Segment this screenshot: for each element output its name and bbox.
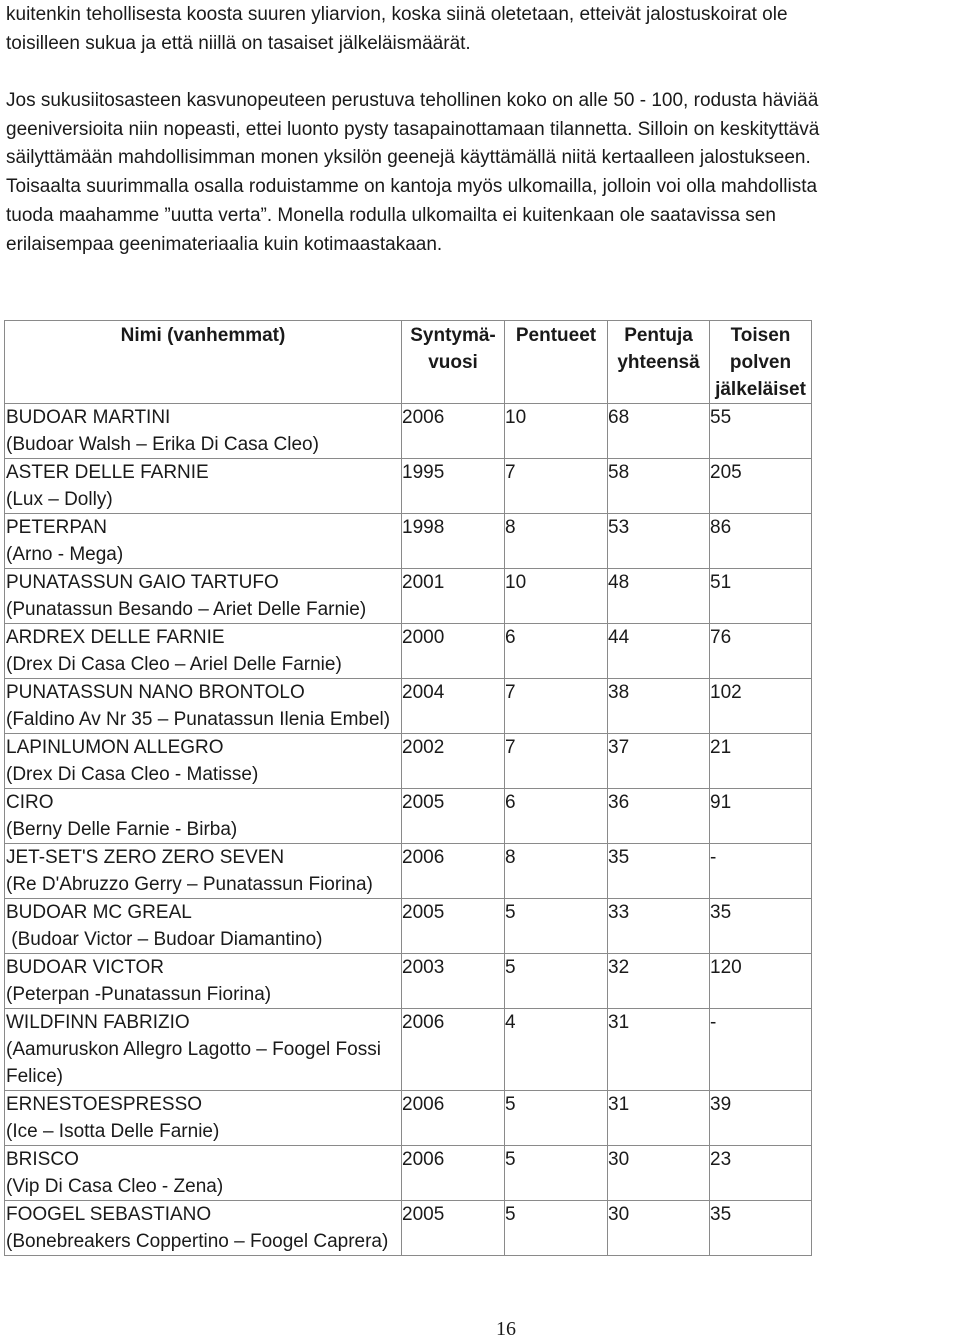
dog-name-cell (5, 569, 402, 624)
dog-name: PETERPAN (6, 517, 108, 538)
dog-name-cell (5, 1009, 402, 1091)
puppies-total-cell: 53 (608, 514, 710, 569)
dog-name-cell (5, 734, 402, 789)
birth-year-cell: 2004 (402, 679, 505, 734)
dog-name: ASTER DELLE FARNIE (6, 462, 209, 483)
table-row (5, 1146, 812, 1201)
dog-name-cell (5, 404, 402, 459)
birth-year-cell: 2002 (402, 734, 505, 789)
table-row (5, 899, 812, 954)
litters-cell: 5 (505, 954, 608, 1009)
birth-year-cell: 2005 (402, 899, 505, 954)
litters-cell: 7 (505, 459, 608, 514)
second-generation-cell: - (710, 1009, 812, 1091)
puppies-total-cell: 33 (608, 899, 710, 954)
dog-parents: (Punatassun Besando – Ariet Delle Farnie) (6, 599, 367, 620)
header-litters: Pentueet (505, 321, 608, 404)
second-generation-cell: 35 (710, 899, 812, 954)
second-generation-cell: 39 (710, 1091, 812, 1146)
puppies-total-cell: 31 (608, 1091, 710, 1146)
puppies-total-cell: 36 (608, 789, 710, 844)
puppies-total-cell: 38 (608, 679, 710, 734)
paragraph-line: erilaisempaa geenimateriaalia kuin kotimaastakaan. (6, 233, 443, 255)
table-row (5, 734, 812, 789)
table-row (5, 954, 812, 1009)
header-name: Nimi (vanhemmat) (5, 321, 402, 404)
dog-parents: (Aamuruskon Allegro Lagotto – Foogel Fossi Felice) (6, 1039, 387, 1087)
dog-name: PUNATASSUN NANO BRONTOLO (6, 682, 305, 703)
intro-paragraph (6, 1, 956, 58)
second-generation-cell: 120 (710, 954, 812, 1009)
dog-name-cell (5, 789, 402, 844)
litters-cell: 8 (505, 844, 608, 899)
dog-name-cell (5, 954, 402, 1009)
table-row (5, 1009, 812, 1091)
dog-parents: (Bonebreakers Coppertino – Foogel Caprera) (6, 1231, 389, 1252)
dog-name-cell (5, 514, 402, 569)
page-number: 16 (496, 1318, 516, 1340)
table-row (5, 459, 812, 514)
dog-parents: (Berny Delle Farnie - Birba) (6, 819, 238, 840)
paragraph-line: toisilleen sukua ja että niillä on tasaiset jälkeläismäärät. (6, 32, 471, 54)
litters-cell: 10 (505, 404, 608, 459)
second-generation-cell: 102 (710, 679, 812, 734)
dog-parents: (Lux – Dolly) (6, 489, 113, 510)
litters-cell: 6 (505, 624, 608, 679)
litters-cell: 5 (505, 1146, 608, 1201)
paragraph-line: Jos sukusiitosasteen kasvunopeuteen perustuva tehollinen koko on alle 50 - 100, rodusta häviää (6, 90, 819, 111)
table-row (5, 1091, 812, 1146)
dog-parents: (Ice – Isotta Delle Farnie) (6, 1121, 220, 1142)
second-generation-cell: 86 (710, 514, 812, 569)
dog-name-cell (5, 1146, 402, 1201)
puppies-total-cell: 48 (608, 569, 710, 624)
litters-cell: 5 (505, 1091, 608, 1146)
dog-name: ERNESTOESPRESSO (6, 1094, 203, 1115)
dog-parents: (Faldino Av Nr 35 – Punatassun Ilenia Embel) (6, 709, 391, 730)
dog-parents: (Drex Di Casa Cleo - Matisse) (6, 764, 259, 785)
puppies-total-cell: 58 (608, 459, 710, 514)
dog-name: BUDOAR MARTINI (6, 407, 171, 428)
dog-name: BUDOAR MC GREAL (6, 902, 192, 923)
dog-name: CIRO (6, 792, 54, 813)
birth-year-cell: 2006 (402, 1146, 505, 1201)
dog-parents: (Budoar Walsh – Erika Di Casa Cleo) (6, 434, 319, 455)
dog-parents: (Re D'Abruzzo Gerry – Punatassun Fiorina) (6, 874, 373, 895)
dog-name: LAPINLUMON ALLEGRO (6, 737, 224, 758)
litters-cell: 4 (505, 1009, 608, 1091)
puppies-total-cell: 30 (608, 1201, 710, 1256)
dog-name: FOOGEL SEBASTIANO (6, 1204, 212, 1225)
puppies-total-cell: 68 (608, 404, 710, 459)
paragraph-line: tuoda maahamme ”uutta verta”. Monella rodulla ulkomailta ei kuitenkaan ole saatavissa sen (6, 204, 776, 226)
dog-name-cell (5, 1091, 402, 1146)
birth-year-cell: 2001 (402, 569, 505, 624)
birth-year-cell: 2000 (402, 624, 505, 679)
second-generation-cell: 35 (710, 1201, 812, 1256)
header-puppies-total: Pentuja yhteensä (608, 321, 710, 404)
second-generation-cell: 91 (710, 789, 812, 844)
puppies-total-cell: 44 (608, 624, 710, 679)
litters-cell: 7 (505, 734, 608, 789)
dog-name: BRISCO (6, 1149, 79, 1170)
dog-parents: (Budoar Victor – Budoar Diamantino) (6, 929, 323, 950)
dog-name: ARDREX DELLE FARNIE (6, 627, 225, 648)
dog-parents: (Drex Di Casa Cleo – Ariel Delle Farnie) (6, 654, 342, 675)
birth-year-cell: 1995 (402, 459, 505, 514)
birth-year-cell: 2005 (402, 1201, 505, 1256)
table-row (5, 789, 812, 844)
litters-cell: 6 (505, 789, 608, 844)
puppies-total-cell: 31 (608, 1009, 710, 1091)
body-paragraph (6, 87, 956, 259)
breeding-dogs-table (4, 320, 812, 1256)
dog-name-cell (5, 624, 402, 679)
dog-name: PUNATASSUN GAIO TARTUFO (6, 572, 279, 593)
dog-name: WILDFINN FABRIZIO (6, 1012, 190, 1033)
second-generation-cell: - (710, 844, 812, 899)
second-generation-cell: 205 (710, 459, 812, 514)
dog-name-cell (5, 899, 402, 954)
table-row (5, 569, 812, 624)
birth-year-cell: 2003 (402, 954, 505, 1009)
dog-name-cell (5, 679, 402, 734)
litters-cell: 8 (505, 514, 608, 569)
birth-year-cell: 1998 (402, 514, 505, 569)
litters-cell: 5 (505, 1201, 608, 1256)
second-generation-cell: 23 (710, 1146, 812, 1201)
table-row (5, 679, 812, 734)
paragraph-line: säilyttämään mahdollisimman monen yksilön geenejä käyttämällä niitä kertaalleen jalostukseen. (6, 147, 811, 169)
dog-name: BUDOAR VICTOR (6, 957, 165, 978)
table-row (5, 1201, 812, 1256)
birth-year-cell: 2006 (402, 1009, 505, 1091)
dog-name-cell (5, 844, 402, 899)
table-row (5, 514, 812, 569)
dog-name: JET-SET'S ZERO ZERO SEVEN (6, 847, 285, 868)
dog-parents: (Peterpan -Punatassun Fiorina) (6, 984, 272, 1005)
second-generation-cell: 76 (710, 624, 812, 679)
dog-name-cell (5, 1201, 402, 1256)
litters-cell: 7 (505, 679, 608, 734)
paragraph-line: geeniversioita niin nopeasti, ettei luonto pysty tasapainottamaan tilannetta. Silloin on keskityttävä (6, 118, 820, 140)
puppies-total-cell: 37 (608, 734, 710, 789)
table-row (5, 404, 812, 459)
header-birth-year: Syntymä- vuosi (402, 321, 505, 404)
dog-parents: (Arno - Mega) (6, 544, 124, 565)
table-row (5, 624, 812, 679)
second-generation-cell: 55 (710, 404, 812, 459)
paragraph-line: Toisaalta suurimmalla osalla roduistamme on kantoja myös ulkomailla, jolloin voi olla mahdollista (6, 176, 818, 198)
birth-year-cell: 2006 (402, 404, 505, 459)
table-header-row (5, 321, 812, 404)
litters-cell: 10 (505, 569, 608, 624)
second-generation-cell: 51 (710, 569, 812, 624)
birth-year-cell: 2005 (402, 789, 505, 844)
puppies-total-cell: 35 (608, 844, 710, 899)
header-second-generation: Toisen polven jälkeläiset (710, 321, 812, 404)
birth-year-cell: 2006 (402, 844, 505, 899)
dog-name-cell (5, 459, 402, 514)
birth-year-cell: 2006 (402, 1091, 505, 1146)
puppies-total-cell: 32 (608, 954, 710, 1009)
litters-cell: 5 (505, 899, 608, 954)
dog-parents: (Vip Di Casa Cleo - Zena) (6, 1176, 224, 1197)
puppies-total-cell: 30 (608, 1146, 710, 1201)
table-row (5, 844, 812, 899)
second-generation-cell: 21 (710, 734, 812, 789)
paragraph-line: kuitenkin tehollisesta koosta suuren yliarvion, koska siinä oletetaan, etteivät jalostuskoirat ole (6, 4, 788, 25)
